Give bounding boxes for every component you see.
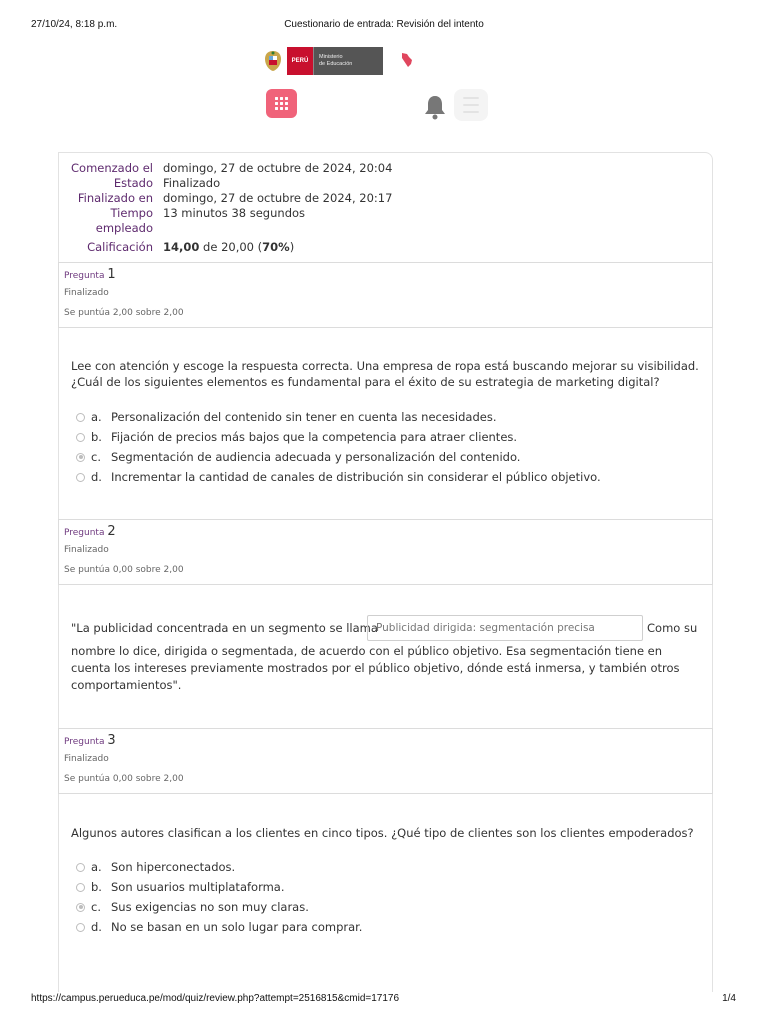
peru-label: PERÚ (287, 47, 313, 75)
answer-list-1 (76, 407, 696, 487)
fill-in-answer-field[interactable]: Publicidad dirigida: segmentación precisa (367, 615, 643, 641)
menu-bar-icon (463, 104, 479, 106)
notifications-bell-icon[interactable] (422, 93, 448, 121)
question-prefix: Pregunta (64, 737, 105, 747)
summary-row-grade (62, 240, 702, 255)
option-text: Personalización del contenido sin tener en cuenta las necesidades. (111, 410, 497, 424)
summary-row-time (62, 206, 702, 221)
radio-button[interactable] (76, 923, 85, 932)
option-text: Segmentación de audiencia adecuada y personalización del contenido. (111, 450, 521, 464)
question-info-2 (58, 519, 713, 585)
question-grade: Se puntúa 0,00 sobre 2,00 (64, 774, 184, 784)
menu-bar-icon (463, 97, 479, 99)
question-state: Finalizado (64, 545, 109, 555)
option-letter: d. (91, 470, 102, 484)
option-letter: d. (91, 920, 102, 934)
question-number (64, 524, 712, 539)
question-text-2-rest: nombre lo dice, dirigida o segmentada, de acuerdo con el público objetivo. Esa segmentación tiene en cuenta los intereses previamente mostrados por el público objetivo, dónde está inmersa, y también otros comportamientos". (71, 644, 680, 692)
summary-row-state (62, 176, 702, 191)
radio-button-selected[interactable] (76, 453, 85, 462)
answer-option[interactable] (76, 407, 696, 427)
option-letter: c. (91, 900, 101, 914)
radio-button[interactable] (76, 413, 85, 422)
peru-map-icon (400, 52, 414, 68)
question-num: 2 (107, 524, 116, 539)
summary-label: Estado (113, 176, 153, 190)
option-letter: a. (91, 860, 102, 874)
question-prefix: Pregunta (64, 528, 105, 538)
option-text: Fijación de precios más bajos que la competencia para atraer clientes. (111, 430, 518, 444)
ministry-line-2: de Educación (319, 61, 353, 67)
summary-row-time-cont (62, 221, 702, 236)
question-text-2-inline: Como su (647, 621, 698, 635)
answer-option[interactable] (76, 427, 696, 447)
question-info-3 (58, 728, 713, 794)
option-letter: a. (91, 410, 102, 424)
radio-button[interactable] (76, 863, 85, 872)
option-text: Sus exigencias no son muy claras. (111, 900, 309, 914)
grade-of: de 20,00 ( (203, 240, 263, 254)
user-menu-button[interactable] (454, 89, 488, 121)
option-letter: b. (91, 880, 102, 894)
question-prefix: Pregunta (64, 271, 105, 281)
question-text-1: Lee con atención y escoge la respuesta correcta. Una empresa de ropa está buscando mejorar su visibilidad. ¿Cuál de los siguientes elementos es fundamental para el éxito de su estrategia de marketing digital? (71, 359, 699, 389)
print-date: 27/10/24, 8:18 p.m. (31, 19, 118, 30)
answer-list-3 (76, 857, 696, 937)
question-state: Finalizado (64, 288, 109, 298)
grade-score: 14,00 (163, 240, 200, 254)
option-text: No se basan en un solo lugar para comprar. (111, 920, 363, 934)
print-page-number: 1/4 (722, 993, 736, 1004)
question-info-1 (58, 262, 713, 328)
answer-option[interactable] (76, 447, 696, 467)
summary-value: domingo, 27 de octubre de 2024, 20:04 (163, 161, 393, 175)
grade-close: ) (289, 240, 295, 254)
option-letter: c. (91, 450, 101, 464)
attempt-summary (62, 161, 702, 255)
answer-option[interactable] (76, 877, 696, 897)
ministry-label (313, 47, 383, 75)
option-letter: b. (91, 430, 102, 444)
grade-value (163, 240, 294, 255)
radio-button-selected[interactable] (76, 903, 85, 912)
summary-value: 13 minutos 38 segundos (163, 206, 306, 220)
question-text-2-start: "La publicidad concentrada en un segmento se llama (71, 621, 378, 635)
radio-button[interactable] (76, 433, 85, 442)
peru-seal-icon (263, 49, 283, 73)
summary-value: Finalizado (163, 176, 221, 190)
answer-option[interactable] (76, 857, 696, 877)
answer-option[interactable] (76, 917, 696, 937)
answer-option[interactable] (76, 467, 696, 487)
question-number (64, 267, 712, 282)
summary-row-finished (62, 191, 702, 206)
menu-bar-icon (463, 111, 479, 113)
summary-label: empleado (95, 221, 153, 235)
print-header (0, 19, 768, 33)
summary-label: Finalizado en (77, 191, 153, 205)
summary-row-started (62, 161, 702, 176)
grid-icon (275, 97, 288, 110)
print-url: https://campus.perueduca.pe/mod/quiz/review.php?attempt=2516815&cmid=17176 (31, 993, 400, 1004)
summary-value: domingo, 27 de octubre de 2024, 20:17 (163, 191, 393, 205)
minedu-logo[interactable] (263, 46, 383, 76)
radio-button[interactable] (76, 473, 85, 482)
option-text: Son hiperconectados. (111, 860, 236, 874)
question-number (64, 733, 712, 748)
grade-percent: 70% (262, 240, 290, 254)
summary-label: Tiempo (110, 206, 153, 220)
question-text-3: Algunos autores clasifican a los clientes en cinco tipos. ¿Qué tipo de clientes son los clientes empoderados? (71, 826, 694, 840)
summary-label: Calificación (87, 240, 153, 254)
question-num: 1 (107, 267, 116, 282)
option-text: Incrementar la cantidad de canales de distribución sin considerar el público objetivo. (111, 470, 601, 484)
print-footer (0, 993, 768, 1007)
radio-button[interactable] (76, 883, 85, 892)
print-title: Cuestionario de entrada: Revisión del intento (284, 19, 484, 30)
question-state: Finalizado (64, 754, 109, 764)
answer-option[interactable] (76, 897, 696, 917)
question-grade: Se puntúa 2,00 sobre 2,00 (64, 308, 184, 318)
question-num: 3 (107, 733, 116, 748)
option-text: Son usuarios multiplataforma. (111, 880, 285, 894)
apps-grid-button[interactable] (266, 89, 297, 118)
question-grade: Se puntúa 0,00 sobre 2,00 (64, 565, 184, 575)
ministry-line-1: Ministerio (319, 54, 343, 60)
summary-label: Comenzado el (71, 161, 153, 175)
